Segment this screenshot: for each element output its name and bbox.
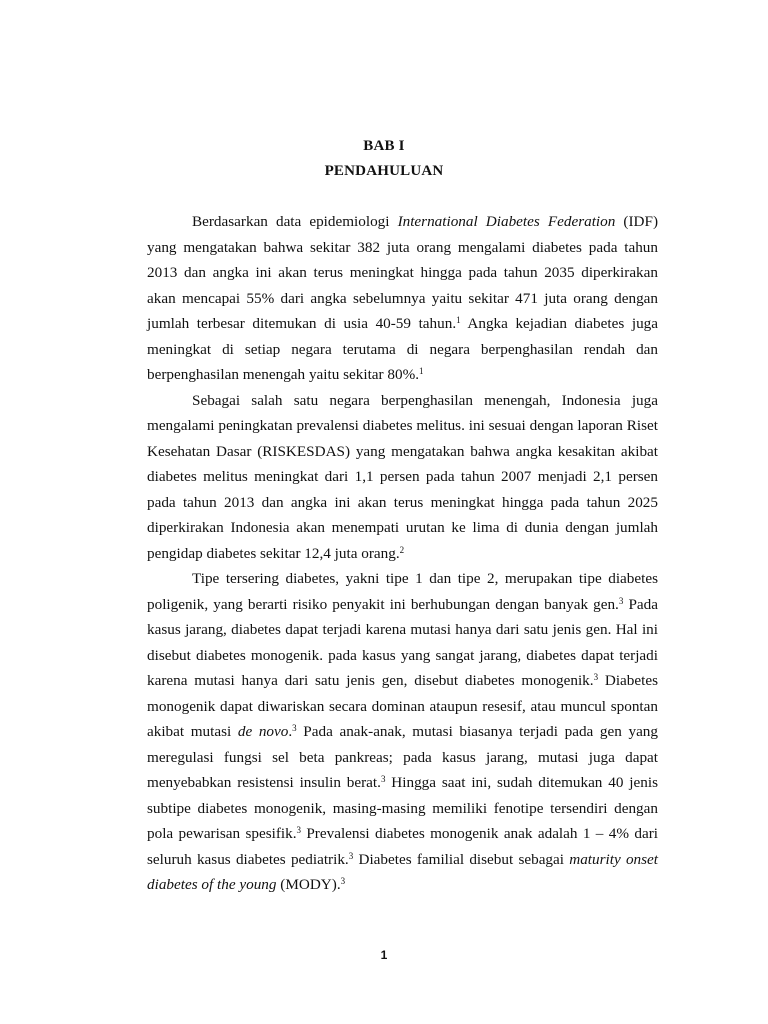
text-italic: de novo bbox=[237, 723, 289, 740]
body-text bbox=[147, 209, 658, 898]
paragraph-2 bbox=[147, 388, 658, 567]
chapter-title: PENDAHULUAN bbox=[324, 163, 444, 179]
text-italic: maturity onset diabetes of the young bbox=[147, 850, 659, 893]
text-span: Prevalensi diabetes monogenik anak adalah 1 – 4% dari seluruh kasus diabetes pediatrik. bbox=[147, 825, 658, 868]
citation-ref: 1 bbox=[456, 315, 461, 325]
text-span: Berdasarkan data epidemiologi bbox=[192, 213, 398, 230]
text-span: Sebagai salah satu negara berpenghasilan menengah, Indonesia juga mengalami peningkatan prevalensi diabetes melitus. ini sesuai dengan laporan Riset Kesehatan Dasar (RISKESDAS) yang mengatakan bahwa angka kesakitan akibat diabetes melitus meningkat dari 1,1 persen pada tahun 2007 menjadi 2,1 persen pada tahun 2013 dan angka ini akan terus meningkat hingga pada tahun 2025 diperkirakan Indonesia akan menempati urutan ke lima di dunia dengan jumlah pengidap diabetes sekitar 12,4 juta orang. bbox=[147, 391, 658, 562]
paragraph-1 bbox=[147, 209, 658, 388]
citation-ref: 3 bbox=[296, 825, 301, 835]
text-italic: International Diabetes Federation bbox=[397, 213, 616, 230]
text-span: Diabetes monogenik dapat diwariskan secara dominan ataupun resesif, atau muncul spontan akibat mutasi bbox=[147, 672, 658, 740]
citation-ref: 1 bbox=[419, 366, 424, 376]
paragraph-3 bbox=[147, 566, 658, 898]
citation-ref: 3 bbox=[593, 672, 599, 682]
citation-ref: 3 bbox=[348, 850, 354, 861]
citation-ref: 3 bbox=[380, 774, 386, 784]
text-span: Diabetes familial disebut sebagai bbox=[353, 850, 570, 868]
text-span: Angka kejadian diabetes juga meningkat di setiap negara terutama di negara berpenghasilan rendah dan berpenghasilan menengah yaitu sekitar 80%. bbox=[147, 315, 658, 383]
citation-ref: 2 bbox=[399, 544, 405, 555]
chapter-label: BAB I bbox=[363, 138, 405, 154]
citation-ref: 3 bbox=[340, 876, 346, 886]
text-span: (MODY). bbox=[276, 876, 341, 893]
text-span: (IDF) yang mengatakan bahwa sekitar 382 juta orang mengalami diabetes pada tahun 2013 dan angka ini akan terus meningkat hingga pada tahun 2035 diperkirakan akan mencapai 55% dari angka sebelumnya yaitu sekitar 471 juta orang dengan jumlah terbesar ditemukan di usia 40-59 tahun. bbox=[147, 213, 659, 332]
citation-ref: 3 bbox=[618, 595, 624, 606]
citation-ref: 3 bbox=[292, 723, 297, 733]
text-span: Hingga saat ini, sudah ditemukan 40 jenis subtipe diabetes monogenik, masing-masing memiliki fenotipe tersendiri dengan pola pewarisan spesifik. bbox=[147, 774, 658, 842]
text-span: Pada anak-anak, mutasi biasanya terjadi pada gen yang meregulasi fungsi sel beta pankreas; pada kasus jarang, mutasi juga dapat menyebabkan resistensi insulin berat. bbox=[147, 723, 658, 791]
text-span: Tipe tersering diabetes, yakni tipe 1 dan tipe 2, merupakan tipe diabetes poligenik, yang berarti risiko penyakit ini berhubungan dengan banyak gen. bbox=[147, 570, 658, 613]
page-number: 1 bbox=[380, 948, 388, 962]
text-span: . bbox=[288, 723, 293, 740]
text-span: Pada kasus jarang, diabetes dapat terjadi karena mutasi hanya dari satu jenis gen. Hal ini disebut diabetes monogenik. pada kasus yang sangat jarang, diabetes dapat terjadi karena mutasi hanya dari satu jenis gen, disebut diabetes monogenik. bbox=[147, 595, 658, 689]
